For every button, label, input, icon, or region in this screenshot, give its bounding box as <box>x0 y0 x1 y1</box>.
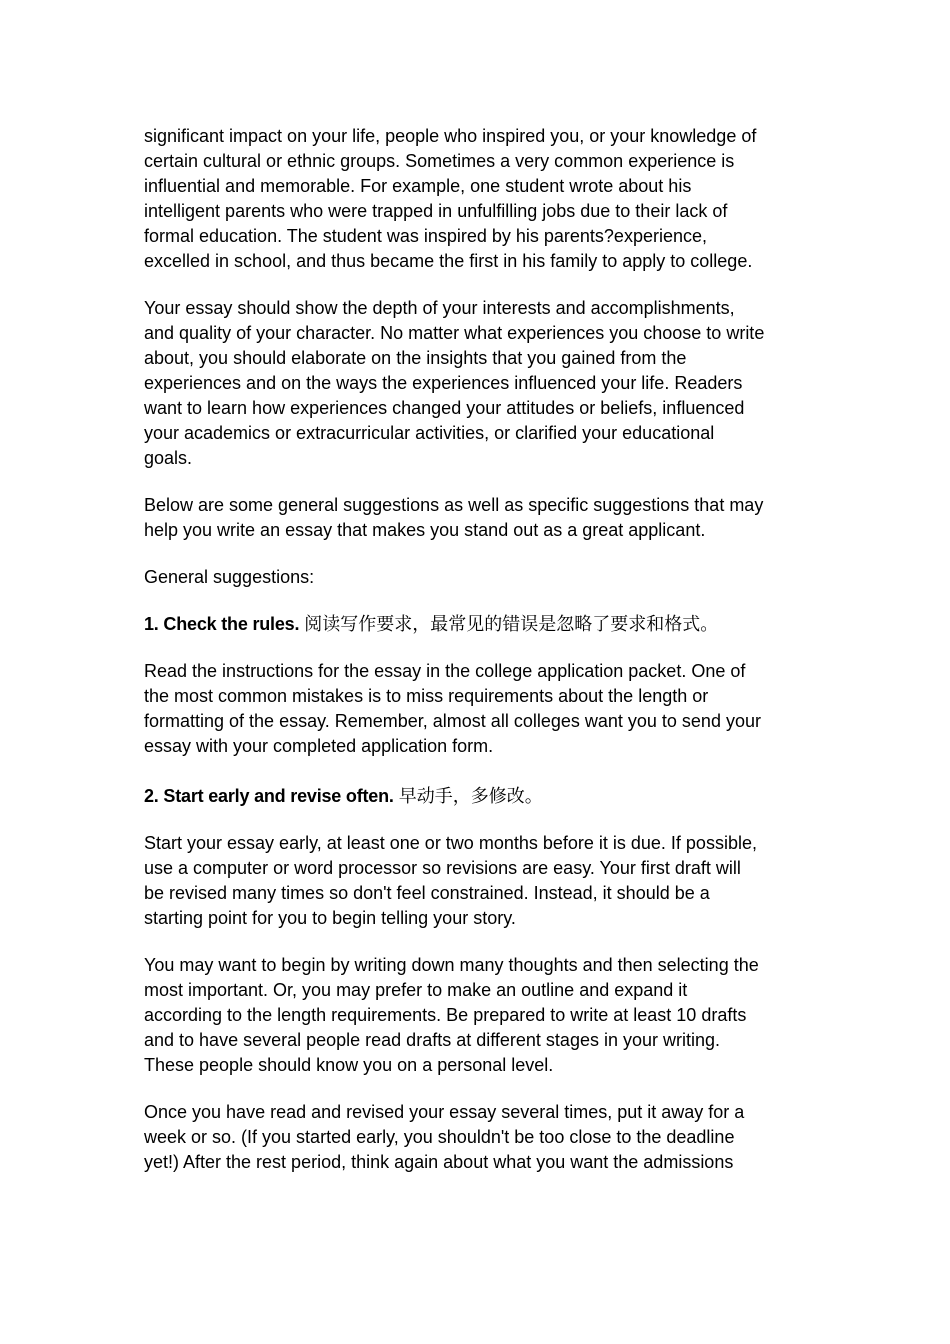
text-line: and to have several people read drafts at different stages in your writing. <box>144 1030 721 1050</box>
text-line: You may want to begin by writing down many thoughts and then selecting the <box>144 955 759 975</box>
suggestion-2-title: 2. Start early and revise often. <box>144 786 394 806</box>
suggestion-2-paragraph <box>144 1100 834 1175</box>
text-line: certain cultural or ethnic groups. Sometimes a very common experience is <box>144 151 735 171</box>
text-line: formatting of the essay. Remember, almost all colleges want you to send your <box>144 711 761 731</box>
text-line: excelled in school, and thus became the first in his family to apply to college. <box>144 251 753 271</box>
text-line: Read the instructions for the essay in the college application packet. One of <box>144 661 746 681</box>
text-line: most important. Or, you may prefer to make an outline and expand it <box>144 980 688 1000</box>
text-line: use a computer or word processor so revisions are easy. Your first draft will <box>144 858 741 878</box>
text-line: week or so. (If you started early, you shouldn't be too close to the deadline <box>144 1127 735 1147</box>
suggestion-1-paragraph <box>144 659 834 759</box>
text-line: according to the length requirements. Be prepared to write at least 10 drafts <box>144 1005 747 1025</box>
text-line: formal education. The student was inspired by his parents?experience, <box>144 226 707 246</box>
text-line: These people should know you on a personal level. <box>144 1055 554 1075</box>
text-line: influential and memorable. For example, one student wrote about his <box>144 176 692 196</box>
text-line: starting point for you to begin telling your story. <box>144 908 516 928</box>
text-line: Once you have read and revised your essay several times, put it away for a <box>144 1102 745 1122</box>
text-line: want to learn how experiences changed your attitudes or beliefs, influenced <box>144 398 745 418</box>
text-line: be revised many times so don't feel constrained. Instead, it should be a <box>144 883 710 903</box>
suggestion-1-heading <box>144 612 834 637</box>
suggestion-1-chinese-title: 阅读写作要求，最常见的错误是忽略了要求和格式。 <box>304 614 719 634</box>
text-line: the most common mistakes is to miss requirements about the length or <box>144 686 709 706</box>
document-body <box>144 124 834 1175</box>
text-line: Start your essay early, at least one or two months before it is due. If possible, <box>144 833 757 853</box>
text-line: yet!) After the rest period, think again about what you want the admissions <box>144 1152 734 1172</box>
text-line: and quality of your character. No matter what experiences you choose to write <box>144 323 765 343</box>
general-suggestions-label <box>144 565 834 590</box>
suggestion-2-chinese-title: 早动手，多修改。 <box>398 786 543 806</box>
text-line: experiences and on the ways the experiences influenced your life. Readers <box>144 373 743 393</box>
text-line: Your essay should show the depth of your interests and accomplishments, <box>144 298 735 318</box>
text-line: significant impact on your life, people who inspired you, or your knowledge of <box>144 126 757 146</box>
suggestions-intro-paragraph <box>144 493 834 543</box>
depth-paragraph <box>144 296 834 471</box>
text-line: your academics or extracurricular activities, or clarified your educational <box>144 423 715 443</box>
text-line: goals. <box>144 448 193 468</box>
suggestion-1-title: 1. Check the rules. <box>144 614 300 634</box>
suggestion-2-paragraph <box>144 831 834 931</box>
text-line: General suggestions: <box>144 567 315 587</box>
intro-paragraph <box>144 124 834 274</box>
suggestion-2-paragraph <box>144 953 834 1078</box>
text-line: about, you should elaborate on the insights that you gained from the <box>144 348 687 368</box>
text-line: Below are some general suggestions as well as specific suggestions that may <box>144 495 764 515</box>
text-line: help you write an essay that makes you stand out as a great applicant. <box>144 520 706 540</box>
text-line: intelligent parents who were trapped in unfulfilling jobs due to their lack of <box>144 201 728 221</box>
text-line: essay with your completed application form. <box>144 736 494 756</box>
suggestion-2-heading <box>144 784 834 809</box>
